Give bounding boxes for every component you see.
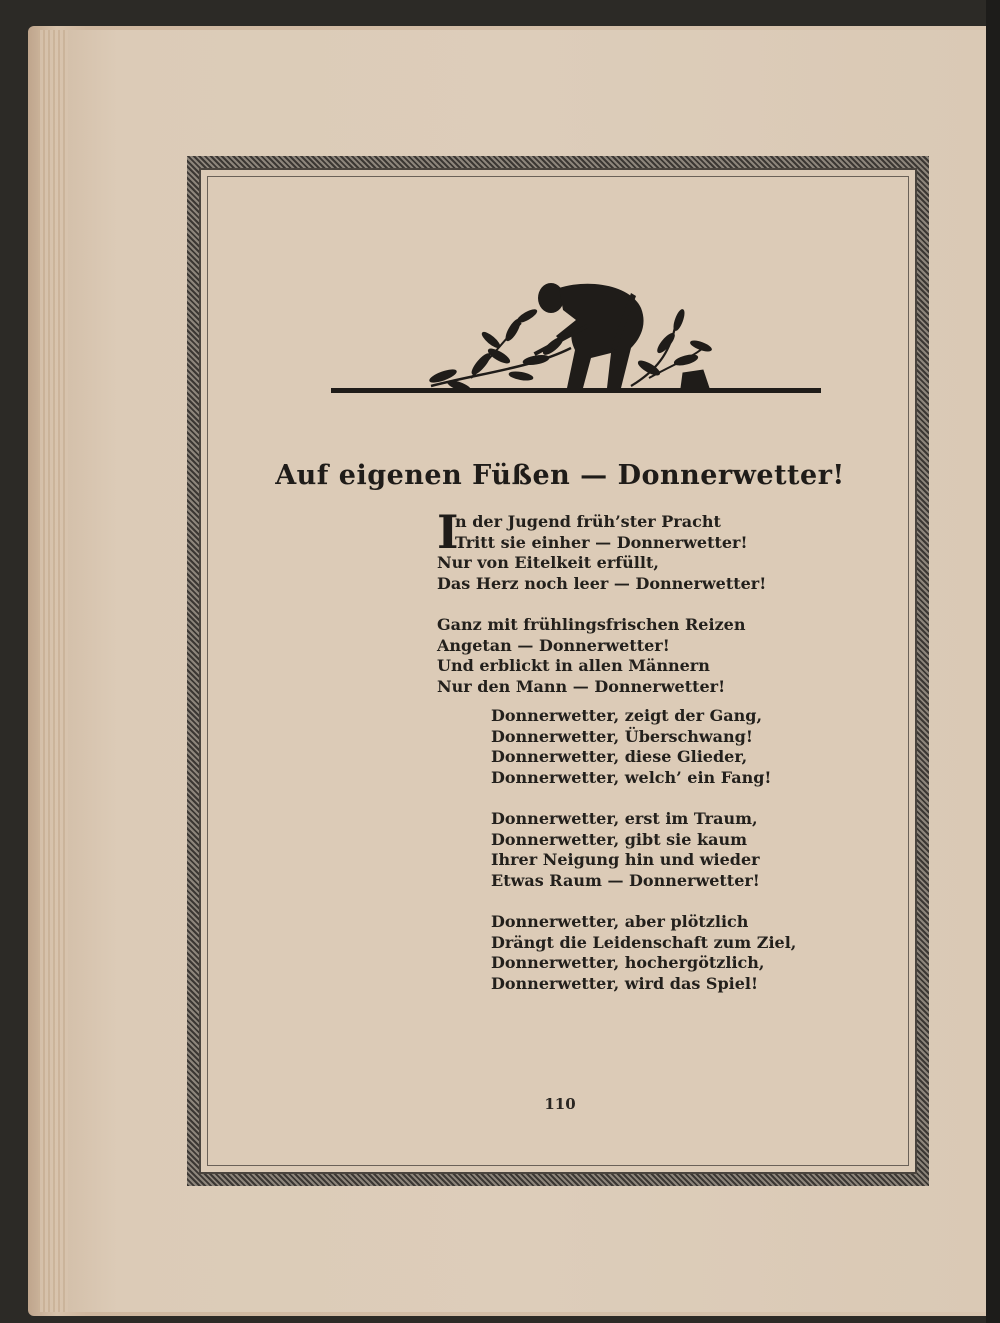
poem-line: Angetan — Donnerwetter! xyxy=(437,635,670,655)
frame-panel xyxy=(199,168,917,1174)
stanza-4 xyxy=(491,809,796,891)
poem-line: Ganz mit frühlingsfrischen Reizen xyxy=(437,615,746,634)
poem-line: Nur den Mann — Donnerwetter! xyxy=(437,676,726,696)
stanza-2 xyxy=(437,615,766,697)
page-gutter xyxy=(38,30,68,1312)
poem-line: Donnerwetter, erst im Traum, xyxy=(491,809,758,828)
scan-border xyxy=(986,0,1000,1323)
stanza-5 xyxy=(491,912,796,994)
page-number: 110 xyxy=(544,1095,576,1113)
leafy-branch-left xyxy=(428,307,571,393)
stanza-3 xyxy=(491,706,796,788)
poem-line: n der Jugend früh’ster Pracht xyxy=(455,512,721,531)
poem-line: Donnerwetter, aber plötzlich xyxy=(491,912,749,931)
poem-line: Donnerwetter, welch’ ein Fang! xyxy=(491,767,772,787)
ground-rule xyxy=(331,388,821,393)
digging-figure xyxy=(534,283,644,388)
poem-line: Nur von Eitelkeit erfüllt, xyxy=(437,553,659,572)
poem-line: Donnerwetter, diese Glieder, xyxy=(491,747,748,766)
poem-line: Donnerwetter, zeigt der Gang, xyxy=(491,706,763,725)
drop-cap: I xyxy=(437,505,459,559)
poem-block-2 xyxy=(491,706,796,1015)
poem-line: Donnerwetter, hochergötzlich, xyxy=(491,953,765,972)
stanza-1 xyxy=(437,505,767,594)
poem-line: Das Herz noch leer — Donnerwetter! xyxy=(437,573,767,593)
poem-line: Tritt sie einher — Donnerwetter! xyxy=(455,532,748,552)
page-content xyxy=(201,170,919,1176)
poem-line: Und erblickt in allen Männern xyxy=(437,656,710,675)
poem-line: Donnerwetter, gibt sie kaum xyxy=(491,829,748,849)
poem-line: Etwas Raum — Donnerwetter! xyxy=(491,870,760,890)
decorative-frame xyxy=(187,156,929,1186)
poem-title: Auf eigenen Füßen — Donnerwetter! xyxy=(275,460,845,491)
poem-block-1 xyxy=(437,505,767,718)
poem-line: Donnerwetter, Überschwang! xyxy=(491,726,753,746)
poem-line: Drängt die Leidenschaft zum Ziel, xyxy=(491,932,797,952)
poem-line: Ihrer Neigung hin und wieder xyxy=(491,850,760,869)
gardener-illustration xyxy=(331,268,821,398)
poem-line: Donnerwetter, wird das Spiel! xyxy=(491,973,759,993)
